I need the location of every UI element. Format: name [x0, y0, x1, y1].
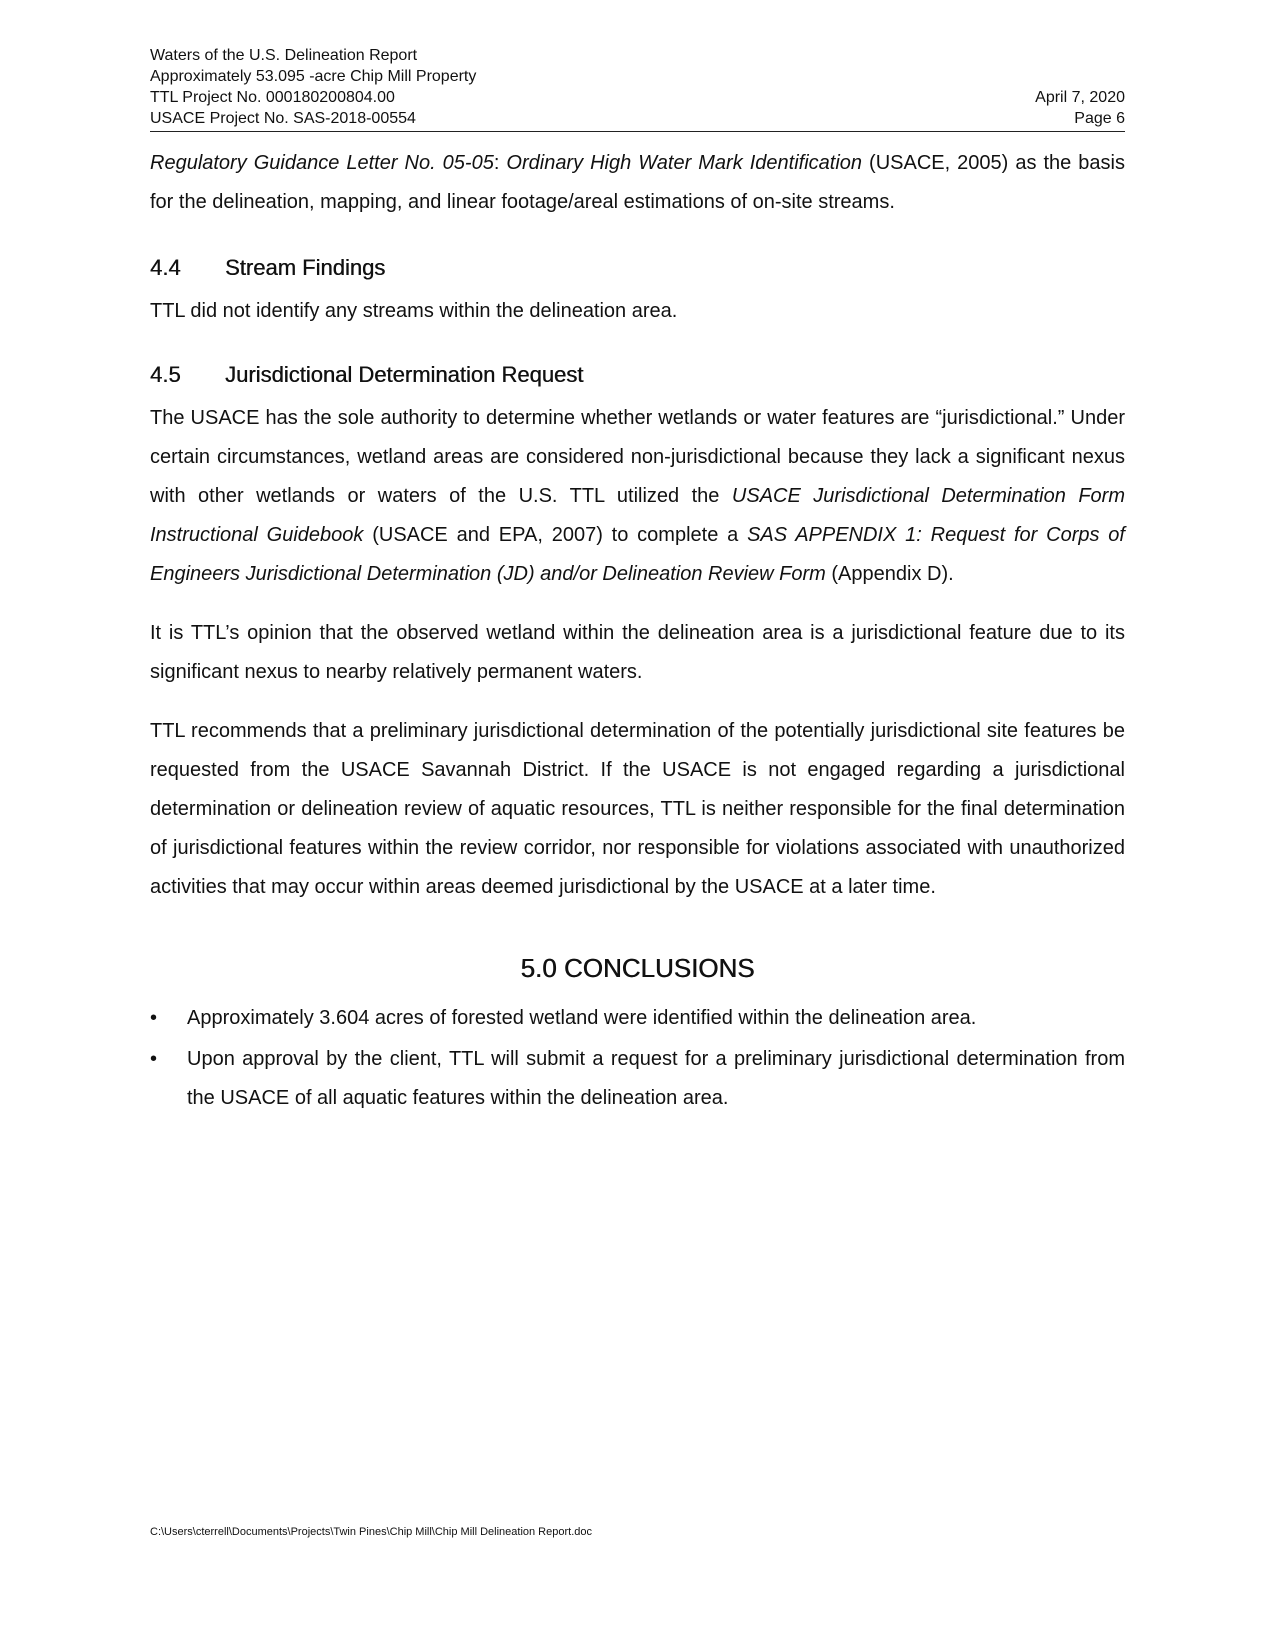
section-4-5-paragraph-3: TTL recommends that a preliminary jurisdictional determination of the potentially jurisdictional site features be requested from the USACE Savannah District. If the USACE is not engaged regarding a jurisdictional determination or delineation review of aquatic resources, TTL is neither responsible for the final determination of jurisdictional features within the review corridor, nor responsible for violations associated with unauthorized activities that may occur within areas deemed jurisdictional by the USACE at a later time.	[150, 720, 1125, 898]
header-property: Approximately 53.095 -acre Chip Mill Property	[150, 68, 477, 85]
footer-file-path: C:\Users\cterrell\Documents\Projects\Twin Pines\Chip Mill\Chip Mill Delineation Report.doc	[150, 1526, 592, 1538]
conclusions-heading: 5.0 CONCLUSIONS	[520, 953, 755, 983]
page-header	[150, 45, 1125, 132]
intro-colon: :	[493, 152, 507, 174]
p1-text-a: The USACE has the sole authority to determine whether wetlands or water features are “jurisdictional.” Under certain circumstances, wetland areas are considered non-jurisdictional because they lack a significant nexus with other wetlands or waters of the U.S. TTL utilized the	[150, 407, 1125, 507]
section-4-4-number: 4.4	[150, 255, 181, 280]
header-date: April 7, 2020	[1035, 89, 1125, 106]
section-4-5-heading	[150, 361, 1125, 389]
page-body	[150, 144, 1125, 1120]
p1-text-b: (USACE and EPA, 2007) to complete a	[363, 524, 748, 546]
section-4-5-paragraph-1	[150, 399, 1125, 594]
section-4-5-number: 4.5	[150, 362, 181, 387]
conclusion-item	[150, 999, 1125, 1038]
header-page-number: Page 6	[1074, 110, 1125, 127]
section-4-4-heading	[150, 254, 1125, 282]
conclusion-item	[150, 1040, 1125, 1118]
section-4-5-paragraph-2: It is TTL’s opinion that the observed wetland within the delineation area is a jurisdictional feature due to its significant nexus to nearby relatively permanent waters.	[150, 622, 1125, 683]
bullet-icon: •	[150, 1048, 158, 1070]
intro-paragraph	[150, 144, 1125, 222]
section-4-5-title: Jurisdictional Determination Request	[225, 362, 584, 387]
header-usace-project: USACE Project No. SAS-2018-00554	[150, 110, 416, 127]
p1-citation-guidebook: USACE Jurisdictional Determination Form Instructional Guidebook	[150, 485, 1126, 546]
header-report-title: Waters of the U.S. Delineation Report	[150, 47, 418, 64]
p1-text-c: (Appendix D).	[825, 563, 954, 585]
section-4-4-title: Stream Findings	[225, 255, 386, 280]
p1-citation-sas-appendix: SAS APPENDIX 1: Request for Corps of Engineers Jurisdictional Determination (JD) and/or Delineation Review Form	[150, 524, 1125, 585]
conclusion-item-text: Upon approval by the client, TTL will submit a request for a preliminary jurisdictional determination from the USACE of all aquatic features within the delineation area.	[187, 1048, 1125, 1109]
header-row-project	[150, 87, 1125, 108]
intro-citation-1: Regulatory Guidance Letter No. 05-05	[150, 152, 494, 174]
header-row-usace	[150, 108, 1125, 129]
intro-citation-2: Ordinary High Water Mark Identification	[506, 152, 863, 174]
header-ttl-project: TTL Project No. 000180200804.00	[150, 89, 395, 106]
bullet-icon: •	[150, 1007, 158, 1029]
conclusion-item-text: Approximately 3.604 acres of forested wetland were identified within the delineation area.	[187, 1007, 977, 1029]
section-4-4-body: TTL did not identify any streams within the delineation area.	[150, 300, 678, 322]
conclusions-list	[150, 999, 1125, 1118]
intro-rest: (USACE, 2005) as the basis for the delineation, mapping, and linear footage/areal estimations of on-site streams.	[150, 152, 1125, 213]
